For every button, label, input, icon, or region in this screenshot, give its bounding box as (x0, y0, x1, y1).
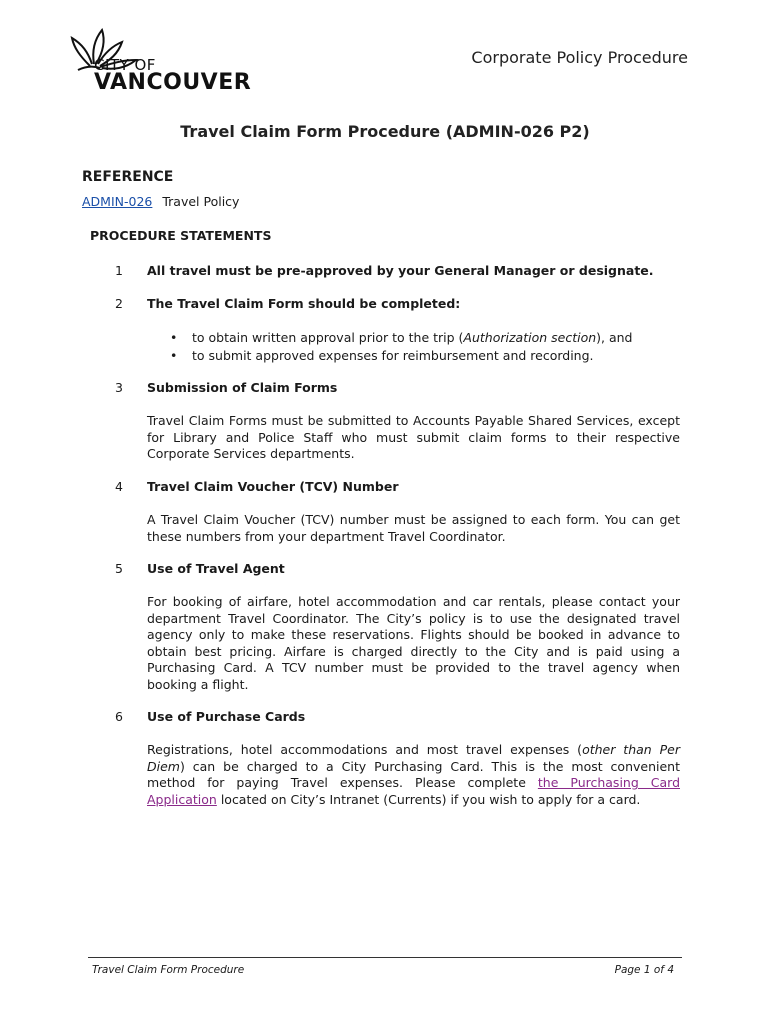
page-title: Travel Claim Form Procedure (ADMIN-026 P2) (180, 122, 590, 141)
logo-vancouver: VANCOUVER (94, 70, 252, 95)
item-number: 3 (115, 380, 123, 395)
reference-text: Travel Policy (162, 194, 240, 209)
reference-heading: REFERENCE (82, 169, 174, 185)
list-item: • to submit approved expenses for reimbursement and recording. (170, 347, 632, 365)
item-number: 6 (115, 709, 123, 724)
item-title: Submission of Claim Forms (147, 380, 338, 395)
item-title: The Travel Claim Form should be completed: (147, 296, 461, 311)
purchasing-card-application-link[interactable]: the Purchasing Card Application (147, 775, 680, 807)
city-logo (70, 26, 250, 98)
item-title: Travel Claim Voucher (TCV) Number (147, 479, 399, 494)
item-body: Registrations, hotel accommodations and most travel expenses (other than Per Diem) can be charged to a City Purchasing Card. This is the most convenient method for paying Travel expenses. Please complete the Purchasing Card Application located on City’s Intranet (Currents) if you wish to apply for a card. (147, 742, 680, 807)
item-title: Use of Purchase Cards (147, 709, 306, 724)
item-body: Travel Claim Forms must be submitted to Accounts Payable Shared Services, except for Library and Police Staff who must submit claim forms to their respective Corporate Services departments. (147, 413, 680, 462)
footer-divider (88, 957, 682, 958)
item-number: 4 (115, 479, 123, 494)
list-item: • to obtain written approval prior to the trip (Authorization section), and (170, 329, 632, 347)
item-number: 2 (115, 296, 123, 311)
reference-line (82, 194, 239, 209)
item-number: 1 (115, 263, 123, 278)
header-doc-type: Corporate Policy Procedure (471, 48, 688, 67)
item-number: 5 (115, 561, 123, 576)
item-title: All travel must be pre-approved by your General Manager or designate. (147, 263, 654, 278)
footer-title: Travel Claim Form Procedure (92, 964, 245, 976)
bullet-list (170, 329, 632, 364)
logo-city-of: CITY OF (94, 56, 156, 74)
procedure-heading: PROCEDURE STATEMENTS (90, 228, 272, 243)
item-title: Use of Travel Agent (147, 561, 285, 576)
admin-026-link[interactable]: ADMIN-026 (82, 194, 153, 209)
item-body: For booking of airfare, hotel accommodation and car rentals, please contact your department Travel Coordinator. The City’s policy is to use the designated travel agency only to make these reservations. Flights should be booked in advance to obtain best pricing. Airfare is charged directly to the City and is paid using a Purchasing Card. A TCV number must be provided to the travel agency when booking a flight. (147, 594, 680, 692)
page-number: Page 1 of 4 (614, 964, 674, 976)
item-body: A Travel Claim Voucher (TCV) number must be assigned to each form. You can get these numbers from your department Travel Coordinator. (147, 512, 680, 544)
